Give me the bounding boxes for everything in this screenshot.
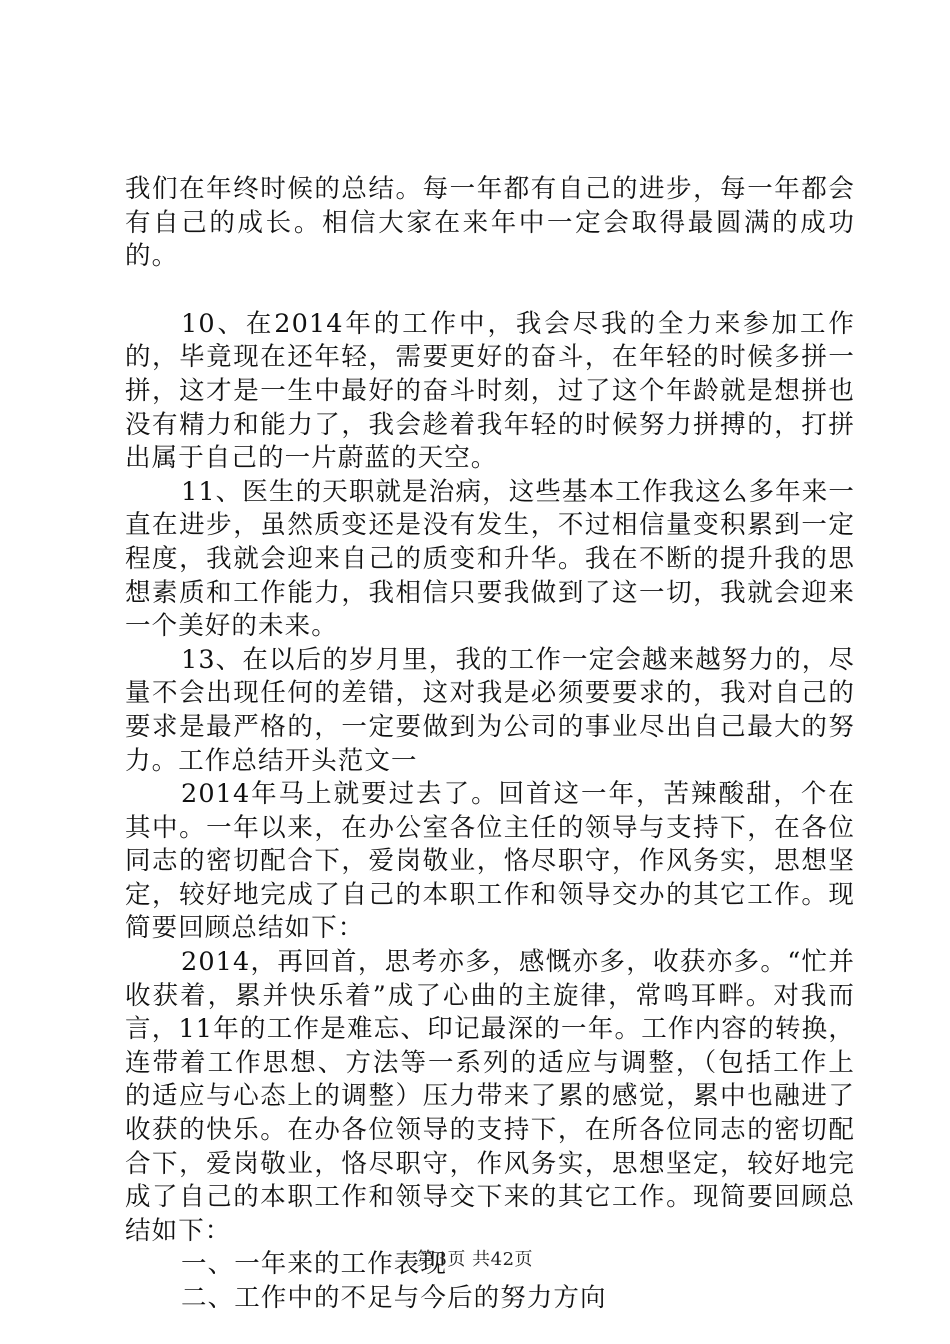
paragraph-reflection: 2014，再回首，思考亦多，感慨亦多，收获亦多。“忙并收获着，累并快乐着”成了心曲的主旋律，常鸣耳畔。对我而言，11年的工作是难忘、印记最深的一年。工作内容的转换，连带着工作思想、方法等一系列的适应与调整，（包括工作上的适应与心态上的调整）压力带来了累的感觉，累中也融进了收获的快乐。在办各位领导的支持下，在所各位同志的密切配合下，爱岗敬业，恪尽职守，作风务实，思想坚定，较好地完成了自己的本职工作和领导交下来的其它工作。现简要回顾总结如下： bbox=[125, 947, 855, 1246]
paragraph-year-review: 2014年马上就要过去了。回首这一年，苦辣酸甜，个在其中。一年以来，在办公室各位主任的领导与支持下，在各位同志的密切配合下，爱岗敬业，恪尽职守，作风务实，思想坚定，较好地完成了自己的本职工作和领导交办的其它工作。现简要回顾总结如下： bbox=[125, 779, 855, 944]
paragraph-item-13: 13、在以后的岁月里，我的工作一定会越来越努力的，尽量不会出现任何的差错，这对我是必须要要求的，我对自己的要求是最严格的，一定要做到为公司的事业尽出自己最大的努力。工作总结开头范文一 bbox=[125, 644, 855, 776]
paragraph-item-10: 10、在2014年的工作中，我会尽我的全力来参加工作的，毕竟现在还年轻，需要更好的奋斗，在年轻的时候多拼一拼，这才是一生中最好的奋斗时刻，过了这个年龄就是想拼也没有精力和能力了，我会趁着我年轻的时候努力拼搏的，打拼出属于自己的一片蔚蓝的天空。 bbox=[125, 308, 855, 474]
section-heading-work-performance: 一、一年来的工作表现 bbox=[181, 1249, 448, 1280]
paragraph-intro: 我们在年终时候的总结。每一年都有自己的进步，每一年都会有自己的成长。相信大家在来年中一定会取得最圆满的成功的。 bbox=[125, 174, 855, 272]
document-body bbox=[125, 173, 855, 1316]
section-heading-shortcomings: 二、工作中的不足与今后的努力方向 bbox=[181, 1283, 607, 1313]
paragraph-item-11: 11、医生的天职就是治病，这些基本工作我这么多年来一直在进步，虽然质变还是没有发生，不过相信量变积累到一定程度，我就会迎来自己的质变和升华。我在不断的提升我的思想素质和工作能力，我相信只要我做到了这一切，我就会迎来一个美好的未来。 bbox=[125, 476, 855, 642]
page-number-footer: 第3页 共42页 bbox=[416, 1249, 534, 1270]
